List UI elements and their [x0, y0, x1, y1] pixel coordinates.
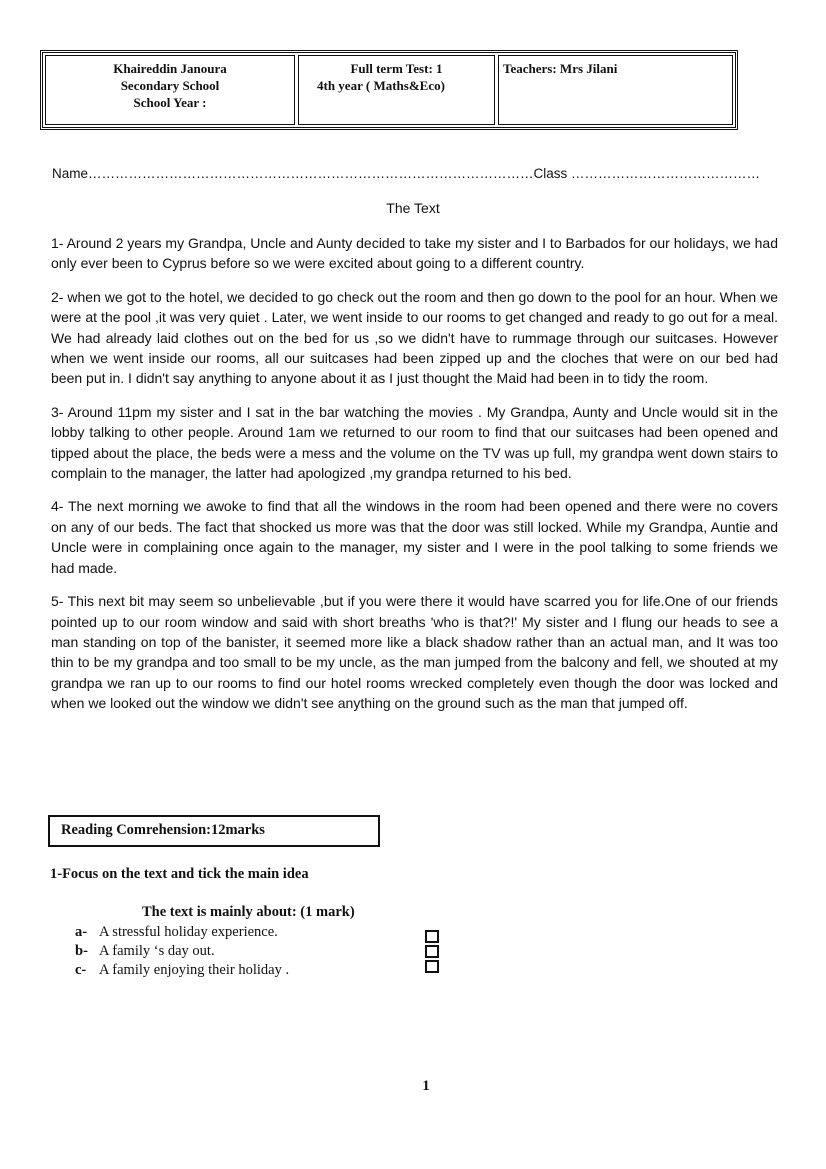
test-title: Full term Test: 1: [350, 61, 443, 76]
checkbox-c[interactable]: [425, 960, 439, 973]
name-class-line[interactable]: Name………………………………………………………………………………………Class ……………………………………: [52, 166, 761, 181]
option-text: A stressful holiday experience.: [99, 924, 278, 940]
question-1-subheading: The text is mainly about: (1 mark): [142, 904, 355, 920]
option-c: [75, 961, 289, 980]
option-b: [75, 942, 289, 961]
school-type: Secondary School: [120, 78, 220, 93]
checkbox-a[interactable]: [425, 930, 439, 943]
option-letter: a-: [75, 924, 88, 940]
page-number: 1: [422, 1078, 430, 1094]
paragraph-5: 5- This next bit may seem so unbelievable ,but if you were there it would have scarred you for life.One of our friends pointed up to our room window and said with short breaths 'who is that?!' My sister and I flung our heads to see a man standing on top of the banister, it seemed more like a black shadow rather than an actual man, and It was too thin to be my grandpa and too small to be my uncle, as the man jumped from the balcony and fell, we shouted at my grandpa we ran up to our rooms to find our hotel rooms wrecked completely even though the door was locked and when we looked out the window we didn't see anything on the ground such as the man that jumped off.: [51, 593, 778, 712]
question-1-options: [75, 923, 289, 980]
test-info-cell: [298, 55, 495, 125]
teacher-info-cell: [498, 55, 733, 125]
school-name: Khaireddin Janoura: [113, 61, 227, 76]
paragraph-4: 4- The next morning we awoke to find that all the windows in the room had been opened and there were no covers on any of our beds. The fact that shocked us more was that the door was still locked. While my Grandpa, Auntie and Uncle were in complaining once again to the manager, my sister and I were in the pool talking to some friends we had made.: [51, 498, 778, 576]
question-1-checkboxes: [425, 930, 439, 975]
option-a: [75, 923, 289, 942]
option-text: A family ‘s day out.: [99, 943, 215, 959]
teacher-name: Teachers: Mrs Jilani: [503, 61, 618, 76]
school-info-cell: [45, 55, 295, 125]
paragraph-3: 3- Around 11pm my sister and I sat in the bar watching the movies . My Grandpa, Aunty and Uncle would sit in the lobby talking to other people. Around 1am we returned to our room to find that our suitcases had been opened and tipped about the place, the beds were a mess and the volume on the TV was up full, my grandpa went down stairs to complain to the manager, the latter had apologized ,my grandpa returned to his bed.: [51, 403, 778, 482]
header-table: [40, 50, 738, 130]
paragraph-1: 1- Around 2 years my Grandpa, Uncle and Aunty decided to take my sister and I to Barbados for our holidays, we had only ever been to Cyprus before so we were excited about going to a different country.: [51, 235, 778, 272]
reading-comprehension-heading: Reading Comrehension:12marks: [48, 815, 380, 847]
option-text: A family enjoying their holiday .: [99, 962, 290, 978]
option-letter: c-: [75, 962, 87, 978]
school-year: School Year :: [133, 95, 207, 110]
text-title: The Text: [386, 200, 440, 216]
question-1-instruction: 1-Focus on the text and tick the main idea: [50, 866, 309, 882]
reading-text: [51, 233, 778, 727]
paragraph-2: 2- when we got to the hotel, we decided to go check out the room and then go down to the pool for an hour. When we were at the pool ,it was very quiet . Later, we went inside to our rooms to get changed and ready to go out for a meal. We had already laid clothes out on the bed for us ,so we didn't have to rummage through our suitcases. However when we went inside our rooms, all our suitcases had been zipped up and the cloches that were on our bed had been put in. I didn't say anything to anyone about it as I just thought the Maid had been in to tidy the room.: [51, 288, 778, 387]
checkbox-b[interactable]: [425, 945, 439, 958]
option-letter: b-: [75, 943, 88, 959]
test-class: 4th year ( Maths&Eco): [317, 78, 445, 93]
